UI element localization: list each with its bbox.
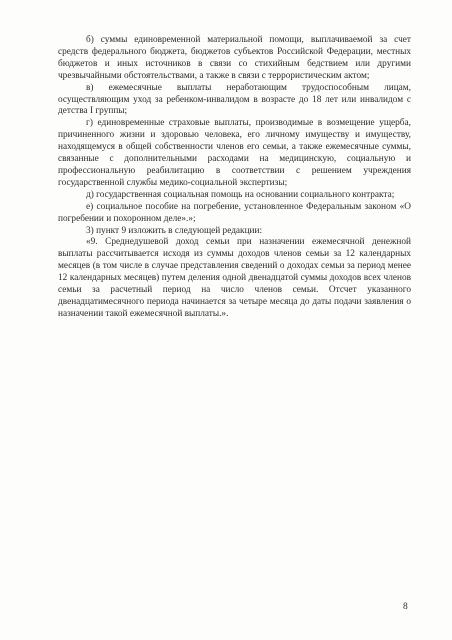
document-body	[58, 35, 411, 321]
paragraph-item-3: 3) пункт 9 изложить в следующей редакции:	[86, 225, 263, 236]
paragraph-d: д) государственная социальная помощь на основании социального контракта;	[86, 189, 395, 200]
page-number: 8	[403, 602, 408, 612]
paragraph-g: г) единовременные страховые выплаты, производимые в возмещение ущерба, причиненного жизни и здоровью человека, его личному имуществу и имуществу, находящемуся в общей собственности членов его семьи, а также ежемесячные суммы, связанные с дополнительными расходами на медицинскую, социальную и профессиональную реабилитацию в соответствии с решением учреждения государственной службы медико-социальной экспертизы;	[58, 118, 411, 188]
paragraph-b: б) суммы единовременной материальной помощи, выплачиваемой за счет средств федерального бюджета, бюджетов субъектов Российской Федерации, местных бюджетов и иных источников в связи со стихийным бедствием или другими чрезвычайными обстоятельствами, а также в связи с террористическим актом;	[58, 35, 411, 81]
paragraph-e: е) социальное пособие на погребение, установленное Федеральным законом «О погребении и похоронном деле».»;	[58, 201, 411, 224]
paragraph-item-9-text: «9. Среднедушевой доход семьи при назначении ежемесячной денежной выплаты рассчитывается исходя из суммы доходов членов семьи за 12 календарных месяцев (в том числе в случае представления сведений о доходах семьи за период менее 12 календарных месяцев) путем деления одной двенадцатой суммы доходов всех членов семьи за расчетный период на число членов семьи. Отсчет указанного двенадцатимесячного периода начинается за четыре месяца до даты подачи заявления о назначении такой ежемесячной выплаты.».	[58, 237, 411, 319]
paragraph-v: в) ежемесячные выплаты неработающим трудоспособным лицам, осуществляющим уход за ребенком-инвалидом в возрасте до 18 лет или инвалидом с детства I группы;	[58, 82, 411, 117]
